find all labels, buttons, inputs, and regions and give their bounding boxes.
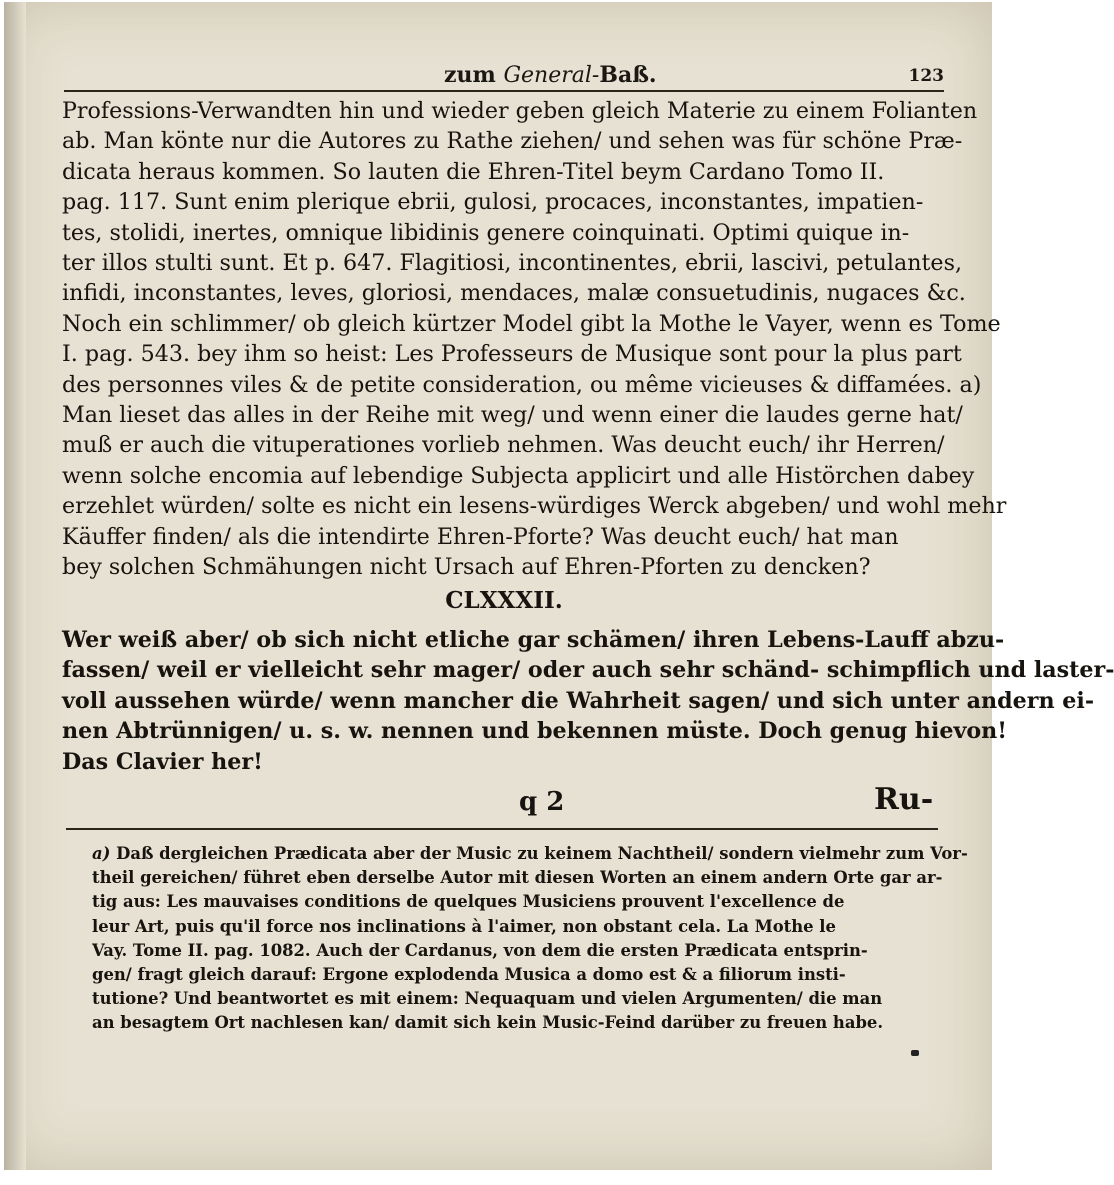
text-line: muß er auch die vituperationes vorlieb nehmen. Was deucht euch/ ihr Herren/ [62, 432, 945, 459]
text-line: I. pag. 543. bey ihm so heist: Les Professeurs de Musique sont pour la plus part [62, 341, 962, 368]
text-line: nen Abtrünnigen/ u. s. w. nennen und bekennen müste. Doch genug hievon! [62, 718, 1008, 745]
footnote-line: tig aus: Les mauvaises conditions de quelques Musiciens prouvent l'excellence de [92, 892, 845, 912]
running-title-suffix: Baß. [599, 62, 657, 88]
text-line: ab. Man könte nur die Autores zu Rathe ziehen/ und sehen was für schöne Præ- [62, 128, 963, 155]
book-page [4, 2, 1114, 1170]
text-line: Wer weiß aber/ ob sich nicht etliche gar schämen/ ihren Lebens-Lauff abzu- [62, 627, 1005, 653]
paragraph-second [62, 625, 1114, 777]
text-line: dicata heraus kommen. So lauten die Ehren-Titel beym Cardano Tomo II. [62, 158, 885, 185]
footnote-rule [66, 828, 938, 830]
text-line: erzehlet würden/ solte es nicht ein lesens-würdiges Werck abgeben/ und wohl mehr [62, 493, 1007, 520]
text-line: tes, stolidi, inertes, omnique libidinis genere coinquinati. Optimi quique in- [62, 219, 910, 246]
text-line: voll aussehen würde/ wenn mancher die Wahrheit sagen/ und sich unter andern ei- [62, 687, 1095, 714]
text-line: Das Clavier her! [62, 748, 263, 775]
catchword: Ru- [874, 782, 934, 817]
text-line: fassen/ weil er vielleicht sehr mager/ oder auch sehr schänd- schimpflich und laster- [62, 657, 1114, 684]
ink-mark [911, 1050, 919, 1056]
text-line: Käuffer finden/ als die intendirte Ehren-Pforte? Was deucht euch/ hat man [62, 523, 899, 550]
running-title-italic: General- [503, 63, 600, 88]
running-header [64, 60, 944, 94]
footnote-line: Vay. Tome II. pag. 1082. Auch der Cardanus, von dem die ersten Prædicata entsprin- [92, 940, 868, 960]
footnote-line: gen/ fragt gleich darauf: Ergone explodenda Musica a domo est & a filiorum insti- [92, 965, 846, 985]
footnote-line: tutione? Und beantwortet es mit einem: Nequaquam und vielen Argumenten/ die man [92, 989, 883, 1009]
footnote-line [92, 842, 968, 866]
text-line: ter illos stulti sunt. Et p. 647. Flagitiosi, incontinentes, ebrii, lascivi, petulantes, [62, 250, 963, 277]
text-line: pag. 117. Sunt enim plerique ebrii, gulosi, procaces, inconstantes, impatien- [62, 189, 924, 216]
footnote-text: Daß dergleichen Prædicata aber der Music zu keinem Nachtheil/ sondern vielmehr zum Vor- [116, 844, 968, 863]
text-line: Man lieset das alles in der Reihe mit weg/ und wenn einer die laudes gerne hat/ [62, 402, 963, 429]
section-number: CLXXXII. [445, 587, 563, 614]
footnote-mark: a) [92, 844, 111, 863]
header-rule [64, 90, 944, 92]
text-line: wenn solche encomia auf lebendige Subjecta applicirt und alle Histörchen dabey [62, 462, 975, 489]
running-title-prefix: zum [444, 62, 496, 88]
paragraph-main [62, 96, 1007, 583]
footnote-line: an besagtem Ort nachlesen kan/ damit sich kein Music-Feind darüber zu freuen habe. [92, 1013, 884, 1033]
running-title [444, 62, 657, 88]
footnote [92, 842, 968, 1036]
text-line: des personnes viles & de petite consideration, ou même vicieuses & diffamées. a) [62, 371, 982, 398]
text-line: Professions-Verwandten hin und wieder geben gleich Materie zu einem Folianten [62, 98, 978, 124]
signature-mark: q 2 [519, 787, 565, 817]
footnote-line: leur Art, puis qu'il force nos inclinations à l'aimer, non obstant cela. La Mothe le [92, 916, 836, 936]
text-line: infidi, inconstantes, leves, gloriosi, mendaces, malæ consuetudinis, nugaces &c. [62, 280, 966, 307]
text-line: Noch ein schlimmer/ ob gleich kürtzer Model gibt la Mothe le Vayer, wenn es Tome [62, 310, 1001, 337]
page-number: 123 [908, 66, 944, 86]
page-gutter-shadow [4, 2, 26, 1170]
text-line: bey solchen Schmähungen nicht Ursach auf Ehren-Pforten zu dencken? [62, 554, 871, 581]
footnote-line: theil gereichen/ führet eben derselbe Autor mit diesen Worten an einem andern Orte gar ar- [92, 868, 943, 888]
